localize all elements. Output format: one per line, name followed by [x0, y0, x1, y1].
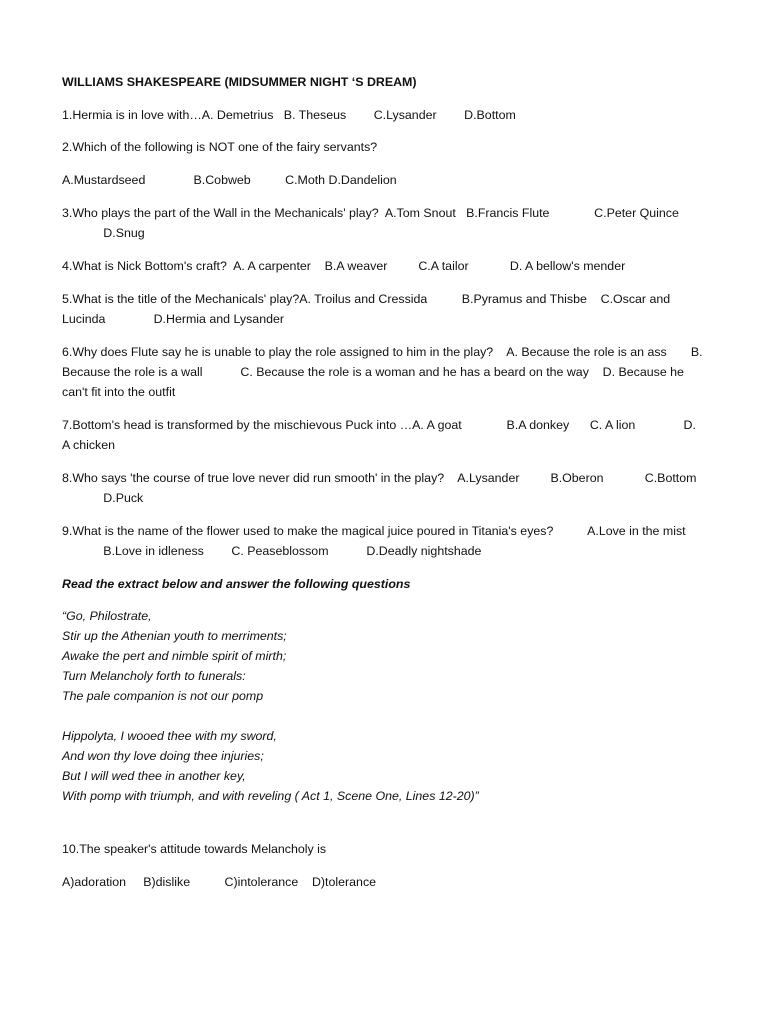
question-8-line-1: 8.Who says 'the course of true love never did run smooth' in the play? A.Lysander B.Oberon C.Bottom: [62, 471, 697, 485]
extract-line: Hippolyta, I wooed thee with my sword,: [62, 729, 277, 743]
extract-line: Turn Melancholy forth to funerals:: [62, 669, 246, 683]
question-9-line-2: B.Love in idleness C. Peaseblossom D.Deadly nightshade: [62, 544, 482, 558]
question-8-line-2: D.Puck: [62, 491, 144, 505]
question-2-options: A.Mustardseed B.Cobweb C.Moth D.Dandelion: [62, 173, 397, 187]
question-10: 10.The speaker's attitude towards Melancholy is: [62, 842, 327, 856]
question-3-line-1: 3.Who plays the part of the Wall in the Mechanicals' play? A.Tom Snout B.Francis Flute C.Peter Quince: [62, 206, 679, 220]
extract-line: Stir up the Athenian youth to merriments;: [62, 629, 287, 643]
extract-line: Awake the pert and nimble spirit of mirth;: [62, 649, 287, 663]
question-10-options: A)adoration B)dislike C)intolerance D)tolerance: [62, 875, 377, 889]
extract-line: And won thy love doing thee injuries;: [62, 749, 264, 763]
question-4: 4.What is Nick Bottom's craft? A. A carpenter B.A weaver C.A tailor D. A bellow's mender: [62, 259, 626, 273]
question-7-line-2: A chicken: [62, 438, 116, 452]
question-1: 1.Hermia is in love with…A. Demetrius B. Theseus C.Lysander D.Bottom: [62, 108, 516, 122]
extract-line: But I will wed thee in another key,: [62, 769, 246, 783]
extract-line: With pomp with triumph, and with reveling ( Act 1, Scene One, Lines 12-20)”: [62, 789, 479, 803]
extract-line: The pale companion is not our pomp: [62, 689, 264, 703]
worksheet-title: WILLIAMS SHAKESPEARE (MIDSUMMER NIGHT ‘S DREAM): [62, 75, 417, 89]
question-6-line-3: can't fit into the outfit: [62, 385, 176, 399]
question-5-line-1: 5.What is the title of the Mechanicals' play?A. Troilus and Cressida B.Pyramus and Thisbe C.Oscar and: [62, 292, 671, 306]
question-5-line-2: Lucinda D.Hermia and Lysander: [62, 312, 284, 326]
extract-instruction: Read the extract below and answer the following questions: [62, 577, 411, 591]
question-9-line-1: 9.What is the name of the flower used to make the magical juice poured in Titania's eyes? A.Love in the mist: [62, 524, 686, 538]
extract-line: “Go, Philostrate,: [62, 609, 152, 623]
question-3-line-2: D.Snug: [62, 226, 145, 240]
question-7-line-1: 7.Bottom's head is transformed by the mischievous Puck into …A. A goat B.A donkey C. A lion D.: [62, 418, 696, 432]
question-2: 2.Which of the following is NOT one of the fairy servants?: [62, 140, 378, 154]
question-6-line-2: Because the role is a wall C. Because the role is a woman and he has a beard on the way D. Because he: [62, 365, 684, 379]
question-6-line-1: 6.Why does Flute say he is unable to play the role assigned to him in the play? A. Because the role is an ass B.: [62, 345, 703, 359]
